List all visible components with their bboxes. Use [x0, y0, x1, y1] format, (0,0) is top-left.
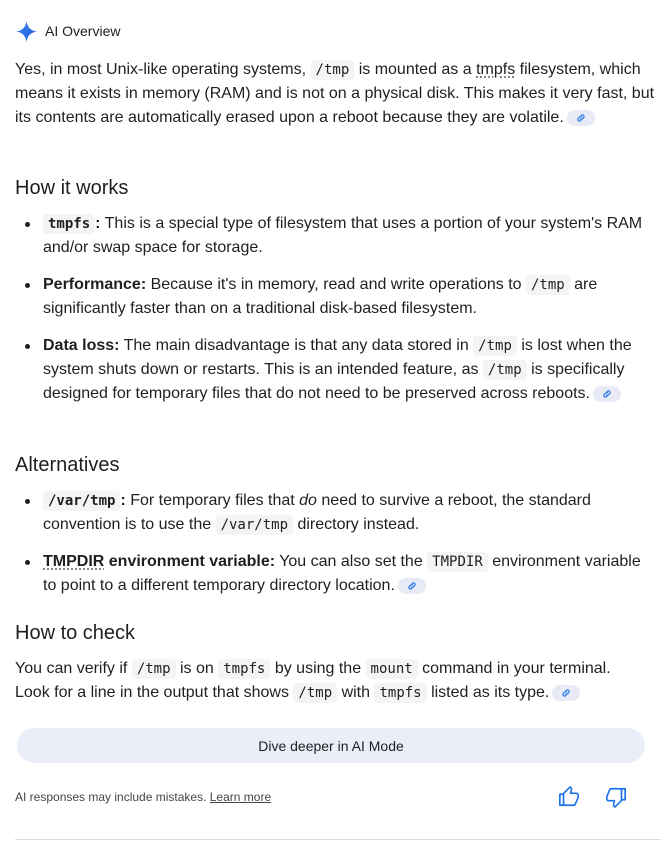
- heading-how-it-works: How it works: [15, 177, 129, 199]
- alternatives-list: [15, 489, 646, 598]
- footer-disclaimer: AI responses may include mistakes. Learn more: [15, 790, 272, 804]
- heading-how-to-check: How to check: [15, 622, 136, 644]
- divider: [15, 839, 661, 840]
- heading-alternatives: Alternatives: [15, 454, 120, 476]
- ai-overview-header: [15, 19, 120, 43]
- list-item: Data loss: The main disadvantage is that any data stored in /tmp is lost when the system shuts down or restarts. This is an intended feature, as /tmp is specifically designed for temporary files that do not need to be preserved across reboots.: [15, 334, 646, 406]
- learn-more-link[interactable]: Learn more: [209, 790, 272, 804]
- source-link-chip[interactable]: [552, 685, 580, 701]
- how-it-works-list: [15, 212, 646, 406]
- dive-deeper-ai-mode-button[interactable]: Dive deeper in AI Mode: [17, 728, 645, 763]
- source-link-chip[interactable]: [567, 110, 595, 126]
- list-item: Performance: Because it's in memory, read and write operations to /tmp are significantly faster than on a traditional disk-based filesystem.: [15, 273, 646, 321]
- list-item: /var/tmp : For temporary files that do need to survive a reboot, the standard convention is to use the /var/tmp directory instead.: [15, 489, 646, 537]
- tmpfs-term[interactable]: tmpfs: [476, 61, 516, 78]
- ai-overview-title: AI Overview: [45, 23, 121, 39]
- thumbs-down-icon: [605, 786, 627, 808]
- thumbs-up-button[interactable]: [558, 786, 580, 808]
- inline-code: /tmp: [311, 60, 355, 80]
- source-link-chip[interactable]: [593, 386, 621, 402]
- list-item: TMPDIR environment variable: You can also set the TMPDIR environment variable to point to a different temporary directory location.: [15, 550, 646, 598]
- link-icon: [407, 581, 417, 591]
- thumbs-down-button[interactable]: [605, 786, 627, 808]
- how-to-check-paragraph: You can verify if /tmp is on tmpfs by using the mount command in your terminal. Look for a line in the output that shows /tmp with tmpfs listed as its type.: [15, 660, 611, 701]
- list-item: tmpfs : This is a special type of filesystem that uses a portion of your system's RAM and/or swap space for storage.: [15, 212, 646, 260]
- link-icon: [561, 688, 571, 698]
- thumbs-up-icon: [558, 786, 580, 808]
- source-link-chip[interactable]: [398, 578, 426, 594]
- intro-paragraph: Yes, in most Unix-like operating systems, /tmp is mounted as a tmpfs filesystem, which means it exists in memory (RAM) and is not on a physical disk. This makes it very fast, but its contents are automatically erased upon a reboot because they are volatile.: [15, 61, 655, 126]
- link-icon: [602, 389, 612, 399]
- sparkle-icon: [15, 20, 38, 43]
- link-icon: [576, 113, 586, 123]
- tmpdir-term[interactable]: TMPDIR: [43, 553, 105, 570]
